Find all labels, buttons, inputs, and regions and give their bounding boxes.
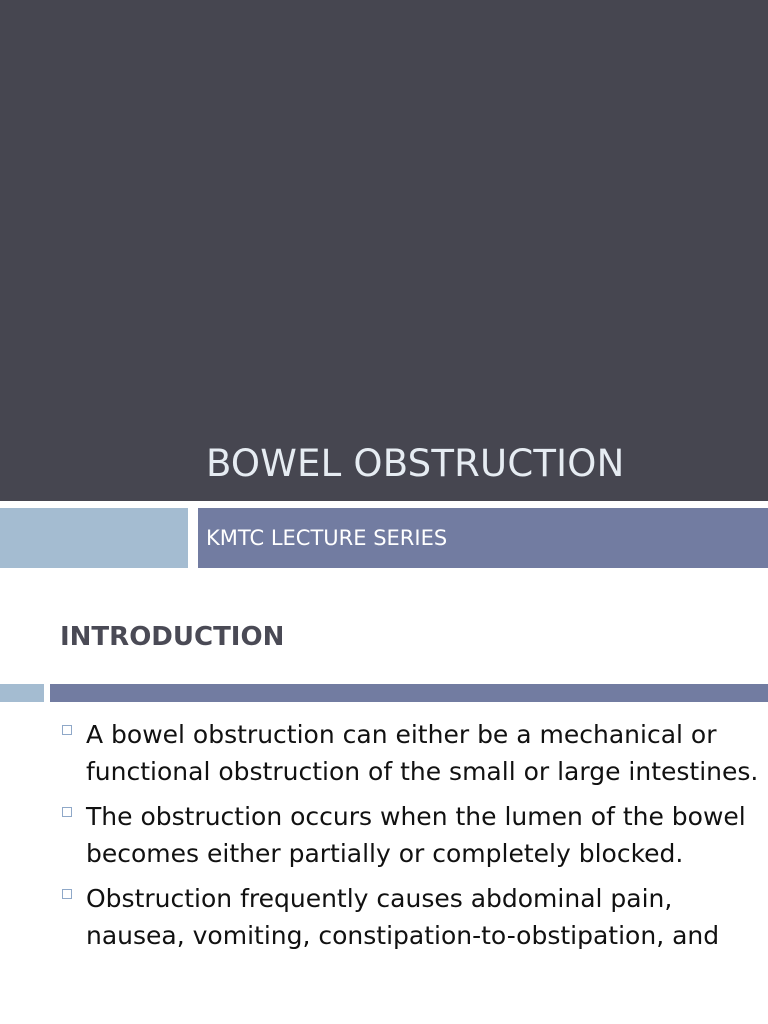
bullet-text: Obstruction frequently causes abdominal pain, nausea, vomiting, constipation-to-obstipation, and — [86, 884, 720, 950]
hollow-square-bullet-icon — [62, 807, 72, 817]
heading-band-right — [50, 684, 768, 702]
slide-title: BOWEL OBSTRUCTION — [206, 442, 625, 485]
hollow-square-bullet-icon — [62, 725, 72, 735]
section-heading: INTRODUCTION — [60, 622, 285, 652]
bullet-text: A bowel obstruction can either be a mechanical or functional obstruction of the small or large intestines. — [86, 720, 759, 786]
accent-band-left — [0, 508, 188, 568]
title-background — [0, 0, 768, 501]
bullet-item — [60, 798, 760, 872]
bullet-item — [60, 716, 760, 790]
slide-subtitle: KMTC LECTURE SERIES — [206, 526, 448, 550]
bullet-list — [60, 716, 760, 962]
heading-band-left — [0, 684, 44, 702]
bullet-text: The obstruction occurs when the lumen of the bowel becomes either partially or completely blocked. — [86, 802, 746, 868]
hollow-square-bullet-icon — [62, 889, 72, 899]
bullet-item — [60, 880, 760, 954]
